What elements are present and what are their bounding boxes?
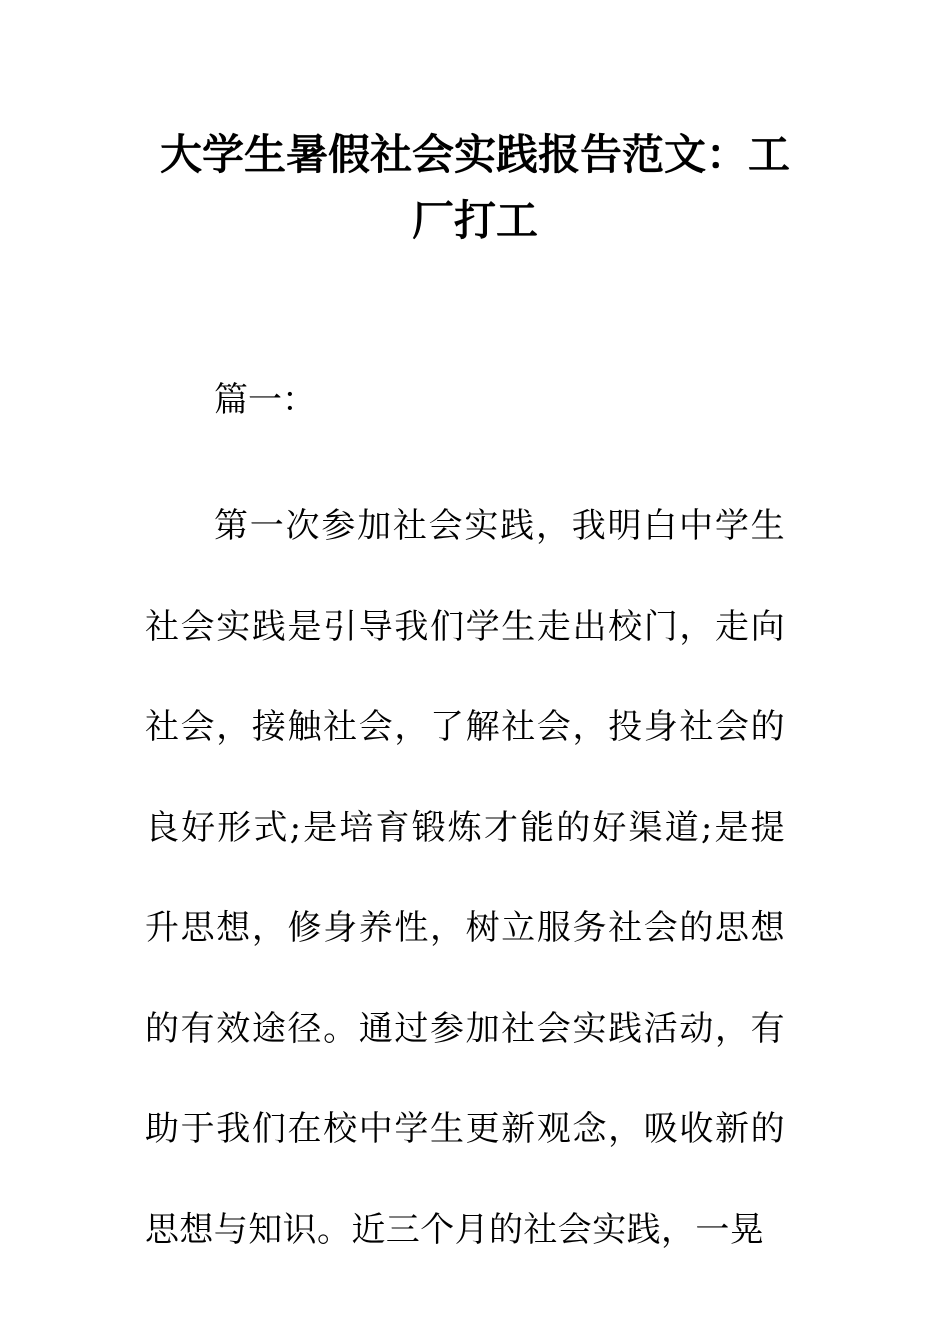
paragraph-line: 助于我们在校中学生更新观念，吸收新的 (145, 1109, 785, 1149)
section-label: 篇一： (214, 380, 316, 420)
body-paragraph (145, 476, 785, 1280)
paragraph-line: 社会，接触社会，了解社会，投身社会的 (145, 707, 785, 747)
title-line-1: 大学生暑假社会实践报告范文：工 (159, 130, 790, 179)
paragraph-line: 的有效途径。通过参加社会实践活动，有 (145, 1008, 785, 1049)
paragraph-line: 思想与知识。近三个月的社会实践，一晃 (145, 1209, 765, 1250)
title-line-2: 厂打工 (411, 196, 538, 245)
paragraph-line: 第一次参加社会实践，我明白中学生 (214, 506, 785, 546)
document-title (145, 122, 805, 254)
paragraph-line: 良好形式;是培育锻炼才能的好渠道;是提 (145, 807, 785, 848)
paragraph-line: 社会实践是引导我们学生走出校门，走向 (145, 606, 785, 647)
paragraph-line: 升思想，修身养性，树立服务社会的思想 (145, 908, 785, 948)
